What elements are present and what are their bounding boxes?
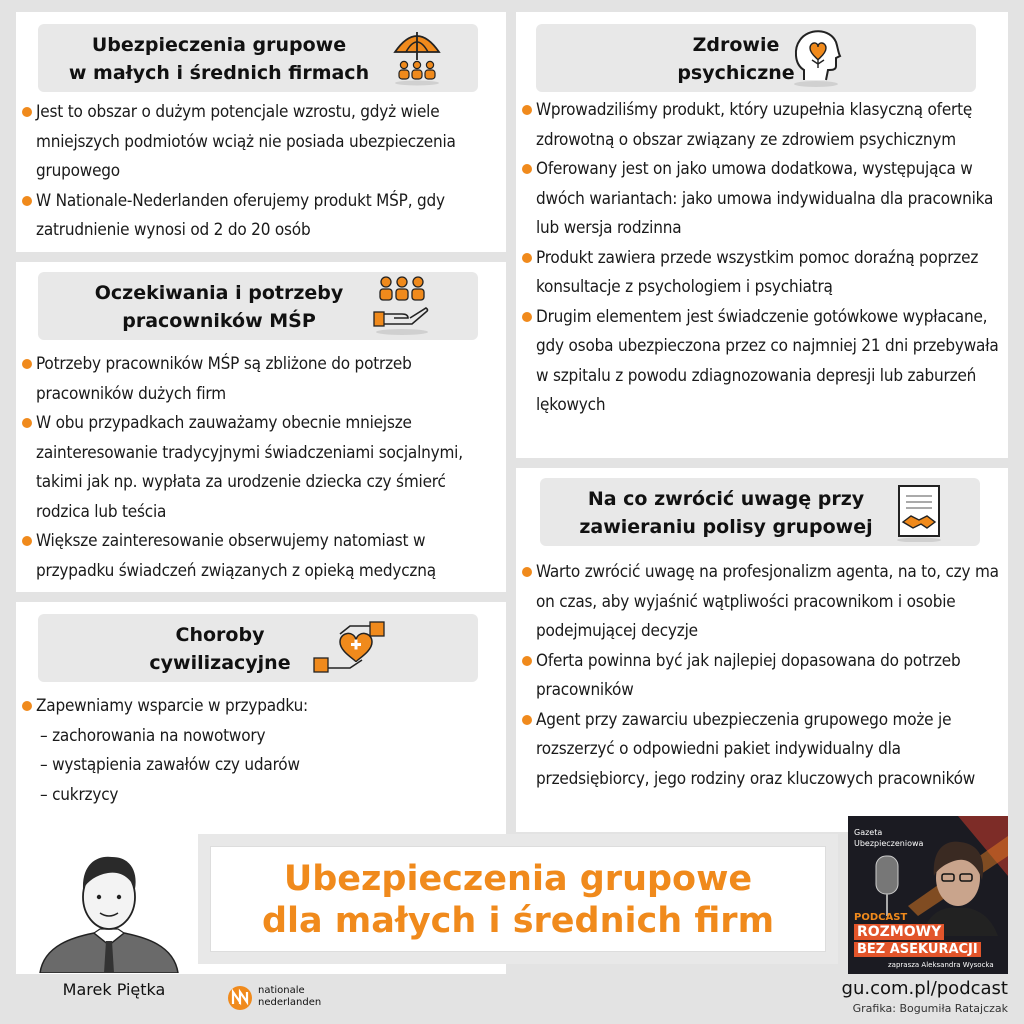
document-handshake-icon — [893, 482, 947, 542]
bullet-list-needs — [22, 350, 497, 586]
bullet-item: Agent przy zawarciu ubezpieczenia grupowego może je rozszerzyć o odpowiedni pakiet indywidualny dla przedsiębiorcy, jego rodziny oraz kluczowych pracowników — [522, 706, 1002, 795]
sub-item: – cukrzycy — [40, 784, 119, 805]
bullet-item: Oferta powinna być jak najlepiej dopasowana do potrzeb pracowników — [522, 647, 1002, 706]
bullet-list-attention — [522, 558, 1002, 794]
nn-logo-line1: nationale — [258, 985, 305, 996]
graphics-credit: Grafika: Bogumiła Ratajczak — [852, 1002, 1008, 1015]
nn-logo — [226, 982, 326, 1014]
bullet-item: Jest to obszar o dużym potencjale wzrostu, gdyż wiele mniejszych podmiotów wciąż nie posiada ubezpieczenia grupowego — [22, 98, 497, 187]
podcast-title-line1: ROZMOWY — [854, 924, 944, 940]
podcast-url[interactable]: gu.com.pl/podcast — [841, 978, 1008, 999]
podcast-brand-line1: Gazeta — [854, 828, 883, 837]
heart-hands-icon — [310, 618, 390, 678]
sub-item: – zachorowania na nowotwory — [40, 725, 266, 746]
bullet-list-mental — [522, 96, 1002, 421]
section-title-needs: Oczekiwania i potrzeby pracowników MŚP — [94, 282, 344, 332]
banner-line-2: dla małych i średnich firm — [261, 901, 775, 941]
sub-item: – wystąpienia zawałów czy udarów — [40, 755, 300, 775]
bullet-item: Wprowadziliśmy produkt, który uzupełnia klasyczną ofertę zdrowotną o obszar związany ze zdrowiem psychicznym — [522, 96, 1002, 155]
bullet-item: Większe zainteresowanie obserwujemy natomiast w przypadku świadczeń związanych z opieką medyczną — [22, 527, 497, 586]
bullet-item: Oferowany jest on jako umowa dodatkowa, występująca w dwóch wariantach: jako umowa indywidualna dla pracownika lub wersja rodzinna — [522, 155, 1002, 244]
portrait-illustration — [34, 845, 184, 973]
bullet-item: Zapewniamy wsparcie w przypadku: — [22, 692, 497, 722]
bullet-item: W obu przypadkach zauważamy obecnie mniejsze zainteresowanie tradycyjnymi świadczeniami socjalnymi, takimi jak np. wypłata za urodzenie dziecka czy śmierć rodzica lub teścia — [22, 409, 497, 527]
bullet-item: Produkt zawiera przede wszystkim pomoc doraźną poprzez konsultacje z psychologiem i psychiatrą — [522, 244, 1002, 303]
section-title-diseases: Choroby cywilizacyjne — [149, 624, 291, 674]
section-title-attention: Na co zwrócić uwagę przy zawieraniu polisy grupowej — [579, 488, 873, 538]
nn-logo-mark-icon — [226, 984, 254, 1012]
head-heart-icon — [790, 26, 844, 88]
podcast-brand-line2: Ubezpieczeniowa — [854, 839, 924, 848]
podcast-cover[interactable] — [848, 816, 1008, 974]
title-banner — [198, 834, 838, 964]
person-name: Marek Piętka — [62, 980, 166, 999]
section-title-mental: Zdrowie psychiczne — [677, 34, 795, 84]
nn-logo-line2: nederlanden — [258, 997, 322, 1008]
bullet-item: Drugim elementem jest świadczenie gotówkowe wypłacane, gdy osoba ubezpieczona przez co najmniej 21 dni przebywała w szpitalu z powodu zdiagnozowania depresji lub zaburzeń lękowych — [522, 303, 1002, 421]
podcast-tag: PODCAST — [854, 912, 908, 923]
section-title-sme: Ubezpieczenia grupowe w małych i średnich firmach — [68, 34, 370, 84]
podcast-title-line2: BEZ ASEKURACJI — [854, 942, 981, 957]
bullet-item: Warto zwrócić uwagę na profesjonalizm agenta, na to, czy ma on czas, aby wyjaśnić wątpliwości pracownikom i osobie podejmującej decyzje — [522, 558, 1002, 647]
bullet-item: W Nationale-Nederlanden oferujemy produkt MŚP, gdy zatrudnienie wynosi od 2 do 20 osób — [22, 187, 497, 246]
umbrella-people-icon — [392, 26, 442, 86]
bullet-item: Potrzeby pracowników MŚP są zbliżone do potrzeb pracowników dużych firm — [22, 350, 497, 409]
banner-line-1: Ubezpieczenia grupowe — [283, 859, 753, 899]
bullet-list-diseases — [22, 692, 497, 810]
bullet-list-sme — [22, 98, 497, 246]
people-hand-icon — [372, 274, 432, 336]
podcast-host: zaprasza Aleksandra Wysocka — [888, 961, 994, 969]
